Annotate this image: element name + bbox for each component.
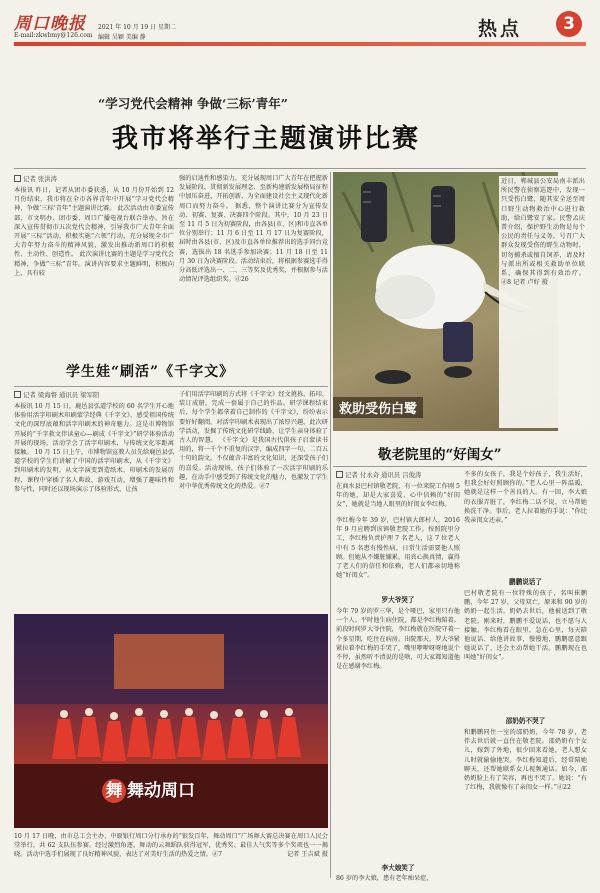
egret-body	[499, 176, 587, 428]
dance-photo	[14, 614, 328, 828]
lead-headline: 我市将举行主题演讲比赛	[112, 124, 421, 154]
nursing-c2-c: 和鹏鹏同住一室的邵奶奶，今年 78 岁，老伴去世后就一直住在敬老院。邵奶奶有个女儿，嫁到了外地，很少回来看她，老人想女儿时就偷偷地哭。李红梅知道后，经常陪她聊天，还帮她联系女儿视频通话。如今，邵奶奶脸上有了笑容，再也不哭了。她说：“有了红梅，我就像有了亲闺女一样。”ⓓ22	[464, 729, 587, 792]
egret-headline: 救助受伤白鹭	[333, 397, 423, 418]
divider	[333, 466, 587, 467]
nursing-c2-a: 不多的女孩子，我是个好孩子，我生活好，但我会好好照顾你的。”老人心里一阵温暖，她就是这样一个善良的人。有一回，李大娘的衣服弄脏了，李红梅二话不说，立马帮她换洗干净。事后，老人拉着她的手说：“你比我亲闺女还亲。”	[464, 471, 587, 525]
dance-badge-icon: 舞	[102, 779, 126, 803]
dance-caption	[14, 832, 328, 878]
nursing-col-1	[336, 482, 460, 880]
divider	[14, 168, 586, 169]
lead-kicker: “学习党代会精神 争做‘三标’青年”	[98, 96, 288, 111]
page-number: 3	[556, 11, 582, 37]
dance-label	[102, 776, 195, 803]
qianziwen-body-right: 子们用活字印刷的方式将《千字文》经文挑拣、拓印、装订成册，完成一套属于自己的作品。研学课程结束后，每个学生都拿着自己制作的《千字文》，纷纷表示要好好翻阅，对活字印刷术表现出了浓厚兴趣。此次研学活动，发掘了传统文化研学线路，让学生亲身体验了古人的智慧。 《千字文》是我国古代供孩子启蒙读书用的，将一千个不重复的汉字，编成四字一句、二百五十句的韵文，不仅蕴含丰富的文化知识，还深受孩子们的喜爱。活动现场，孩子们体验了一次活字印刷的乐趣，在动手中感受到了传统文化的魅力，也激发了学生对中华优秀传统文化的热爱。ⓓ7	[179, 391, 328, 491]
nursing-sub4: 邵奶奶不哭了	[505, 717, 546, 725]
masthead-editor: 编辑 吴颖 美编 静	[98, 34, 146, 41]
nursing-sub2: 李大娘笑了	[381, 864, 415, 872]
nursing-p2: 李红梅今年 39 岁，巴村镇大郎村人，2016 年 9 月应聘到该镇敬老院工作。按照院里分工，李红梅负责护理 7 名老人，这 7 位老人中有 5 名患有慢性病，日常生活需要他人照顾。但她从不嫌脏嫌累，用真心换真情，赢得了老人们的信任和依赖，老人们都亲切地称她“好闺女”。	[336, 517, 460, 580]
nursing-sub3: 鹏鹏说话了	[509, 578, 542, 586]
header-band	[14, 42, 586, 46]
dance-credit: 记者 王吉斌 摄	[286, 851, 328, 859]
nursing-c2-b: 巴村敬老院有一位特殊的孩子，名叫崔鹏鹏，今年 27 岁，父母双亡，原来和 90 岁的奶奶一起生活。奶奶去世后，他被送到了敬老院。刚来时，鹏鹏不爱说话，也不愿与人接触。李红梅看在眼里，急在心里，每天陪他说话、给他讲故事，慢慢地，鹏鹏愿意跟她说话了，还会主动帮她干活。鹏鹏现在也叫她“好闺女”。	[464, 590, 587, 662]
newspaper-logo: 周口晚报	[14, 14, 86, 34]
qianziwen-body-left: 本报讯 10 月 15 日，鹿邑县弘道学校的 60 名学生开心地体验用活字印刷术印刷蒙学经典《千字文》，感受祖国传统文化的深厚底蕴和活字印刷术的神奇魅力。这是市博物馆开展的“千字救文伴读童心—刷成《千字文》”研学体验活动开展的现场，活动学会了活字印刷术，与传统文化零距离接触。 10 月 15 日上午，市博物馆宣教人员先给鹿邑县弘道学校的学生们讲解了中国的活字印刷术，从《千字文》到印刷术的发明，从文字演变到造纸术、印刷术的发展历程，课程中穿插了名人典故、游戏互动，增强了趣味性和参与性，同时还以现场演示了体验形式，让孩	[14, 403, 174, 493]
nursing-p3: 今年 79 岁的罗三华，是个哑巴，家里只有他一个人。平时他生病住院，都是李红梅陪着。前段时间罗大爷住院，李红梅就在医院守着一个多星期，吃住在病房。出院那天，罗大爷紧紧拉着李红梅的手哭了，嘴里咿咿呀呀地说个不停，虽然听不清说的是啥，可大家都知道他是在感谢李红梅。	[336, 608, 460, 671]
lead-body-left: 本报讯 昨日，记者从团市委获悉，从 10 月份开始到 12 月份结束，我市将在全市各界青年中开展“学习党代会精神，争做‘三标’青年”主题演讲比赛。 此次活动由市委宣传部、市文明办、团市委、周口广播电视台联合举办，旨在深入宣传贯彻市五次党代会精神，引导我市广大青年全面开展“三标”活动，积极实施“六领”行动，充分展现全市广大青年努力奋斗的精神风貌，激发出推动新周口的积极性、主动性、创造性。 此次演讲比赛的主题是学习党代会精神，争做“三标”青年。演讲内容要求主题鲜明，积极向上，具有较	[14, 187, 174, 277]
qianziwen-byline: 记者 梁海督 通讯员 梁军阳	[14, 390, 99, 399]
section-title: 热点	[478, 18, 523, 40]
egret-body-text: 近日，郸城县公安局南丰派出所民警在侦察巡逻中，发现一只受伤白鹭，随其安全送至周口野生动物救治中心进行救助，给白鹭安了家。民警孟庆普介绍，保护野生动物是每个公民的责任与义务，号召广大群众发现受伤的野生动物时，切勿捕杀或擅自饲养，请及时与派出所或相关救助单位联系，确保其得到有效治疗。ⓓ8	[501, 178, 585, 287]
egret-credit: 记者 卢好 摄	[513, 279, 548, 287]
masthead-email: E-mail:zkwbmy@126.com	[14, 32, 93, 39]
column-divider	[330, 172, 331, 878]
nursing-intro: 在商水县巴村镇敬老院，有一位来院工作刚 5 年的她，却是大家喜爱、心中信赖的“好闺女”，她就是当地人眼里的好闺女李红梅。	[336, 483, 460, 509]
lead-byline: 记者 张洪涛	[14, 174, 57, 183]
nursing-p4: 86 岁的李大娘，患有老年痴呆症，	[336, 875, 433, 882]
nursing-byline: 记者 付永奇 通讯员 吕俊涛	[336, 470, 421, 479]
lead-body-right: 强的启迪性和感染力，充分展现周口广大青年在把握新发展阶段、贯彻新发展理念、至新构建新发展格局征程中加压奋进、开拓创新、为全面建设社会主义现代化新周口而努力奋斗。 据悉，整个演讲比赛分为宣传发动、初赛、复赛、决赛四个阶段。其中，10 月 23 日至 11 月 5 日为初赛阶段，由各县(市、区)和市直各单位分别举行；11 月 6 日至 11 月 17 日为复赛阶段，届时由各县(市、区)及市直各单位推荐出的选手同台竞赛，选拔出 18 名选手参加决赛；11 月 18 日至 11 月 30 日为决赛阶段。活动结束后，将根据参赛选手得分高低评选出一、二、三等奖及优秀奖，并根据参与活动情况评选组织奖。ⓓ26	[179, 175, 328, 284]
dance-caption-text: 10 月 17 日晚，由市总工会主办、中原银行周口分行承办的“银发百年，舞动周口”广场舞大赛总决赛在周口人民会堂举行，共 62 支队伍参赛。经过激烈角逐，舞动的云舞蹈队获得冠军，优秀奖、最佳人气奖等多个奖项也一一揭晓。活动中选手们展现了良好精神风貌，表达了对美好生活的热爱之情。ⓓ7	[14, 833, 328, 859]
nursing-col-2	[464, 470, 587, 880]
qianziwen-headline: 学生娃“刷活”《千字文》	[66, 364, 235, 380]
nursing-headline: 敬老院里的“好闺女”	[378, 447, 502, 463]
masthead-date: 2021 年 10 月 19 日 星期二	[98, 24, 176, 31]
divider	[14, 386, 328, 387]
dance-label-text: 舞动周口	[127, 781, 195, 801]
nursing-sub1: 罗大爷哭了	[381, 596, 415, 604]
nursing-col-1-bottom	[336, 862, 460, 884]
